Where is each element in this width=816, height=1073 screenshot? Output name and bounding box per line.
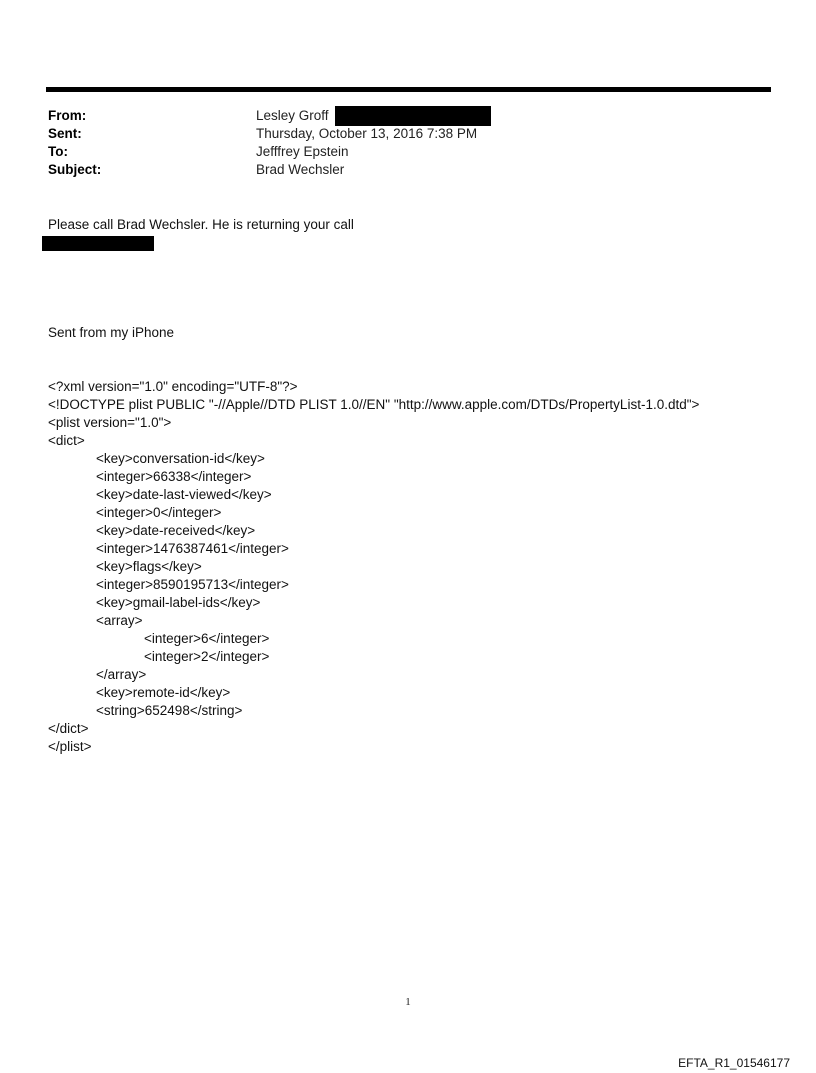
plist-line: <key>flags</key> — [96, 559, 202, 574]
plist-line: <integer>66338</integer> — [96, 469, 252, 484]
plist-line: <!DOCTYPE plist PUBLIC "-//Apple//DTD PLIST 1.0//EN" "http://www.apple.com/DTDs/PropertyList-1.0.dtd"> — [48, 397, 700, 412]
message-metadata — [48, 288, 699, 792]
plist-line: <plist version="1.0"> — [48, 415, 172, 430]
from-row — [48, 107, 491, 125]
plist-line: <dict> — [48, 433, 85, 448]
plist-line: <?xml version="1.0" encoding="UTF-8"?> — [48, 379, 298, 394]
subject-value: Brad Wechsler — [256, 162, 345, 177]
sender-name: Lesley Groff — [256, 108, 329, 123]
plist-line: </array> — [96, 667, 147, 682]
page-number: 1 — [405, 996, 411, 1008]
plist-line: <integer>8590195713</integer> — [96, 577, 289, 592]
to-value: Jefffrey Epstein — [256, 144, 349, 159]
plist-line: </dict> — [48, 721, 89, 736]
to-row — [48, 143, 491, 161]
plist-line: <key>date-received</key> — [96, 523, 256, 538]
plist-line: <key>date-last-viewed</key> — [96, 487, 272, 502]
plist-line: <integer>0</integer> — [96, 505, 222, 520]
subject-label: Subject: — [48, 162, 102, 177]
plist-line: <array> — [96, 613, 143, 628]
message-body: Please call Brad Wechsler. He is returning your call — [48, 217, 354, 232]
from-label: From: — [48, 108, 87, 123]
plist-line: <integer>2</integer> — [144, 649, 270, 664]
plist-line: <integer>1476387461</integer> — [96, 541, 289, 556]
from-value — [256, 106, 491, 126]
header-divider — [46, 87, 771, 92]
sent-value: Thursday, October 13, 2016 7:38 PM — [256, 126, 478, 141]
plist-line: <integer>6</integer> — [144, 631, 270, 646]
plist-lines — [48, 378, 699, 756]
subject-row — [48, 161, 491, 179]
signature-line: Sent from my iPhone — [48, 325, 175, 340]
document-id: EFTA_R1_01546177 — [678, 1056, 790, 1070]
email-header — [48, 107, 491, 179]
sent-row — [48, 125, 491, 143]
plist-line: <key>gmail-label-ids</key> — [96, 595, 261, 610]
redacted-email-address — [335, 106, 491, 126]
sent-label: Sent: — [48, 126, 82, 141]
plist-line: <key>remote-id</key> — [96, 685, 231, 700]
plist-line: <key>conversation-id</key> — [96, 451, 265, 466]
plist-line: </plist> — [48, 739, 92, 754]
to-label: To: — [48, 144, 68, 159]
plist-line: <string>652498</string> — [96, 703, 243, 718]
redacted-phone-number — [42, 236, 154, 251]
